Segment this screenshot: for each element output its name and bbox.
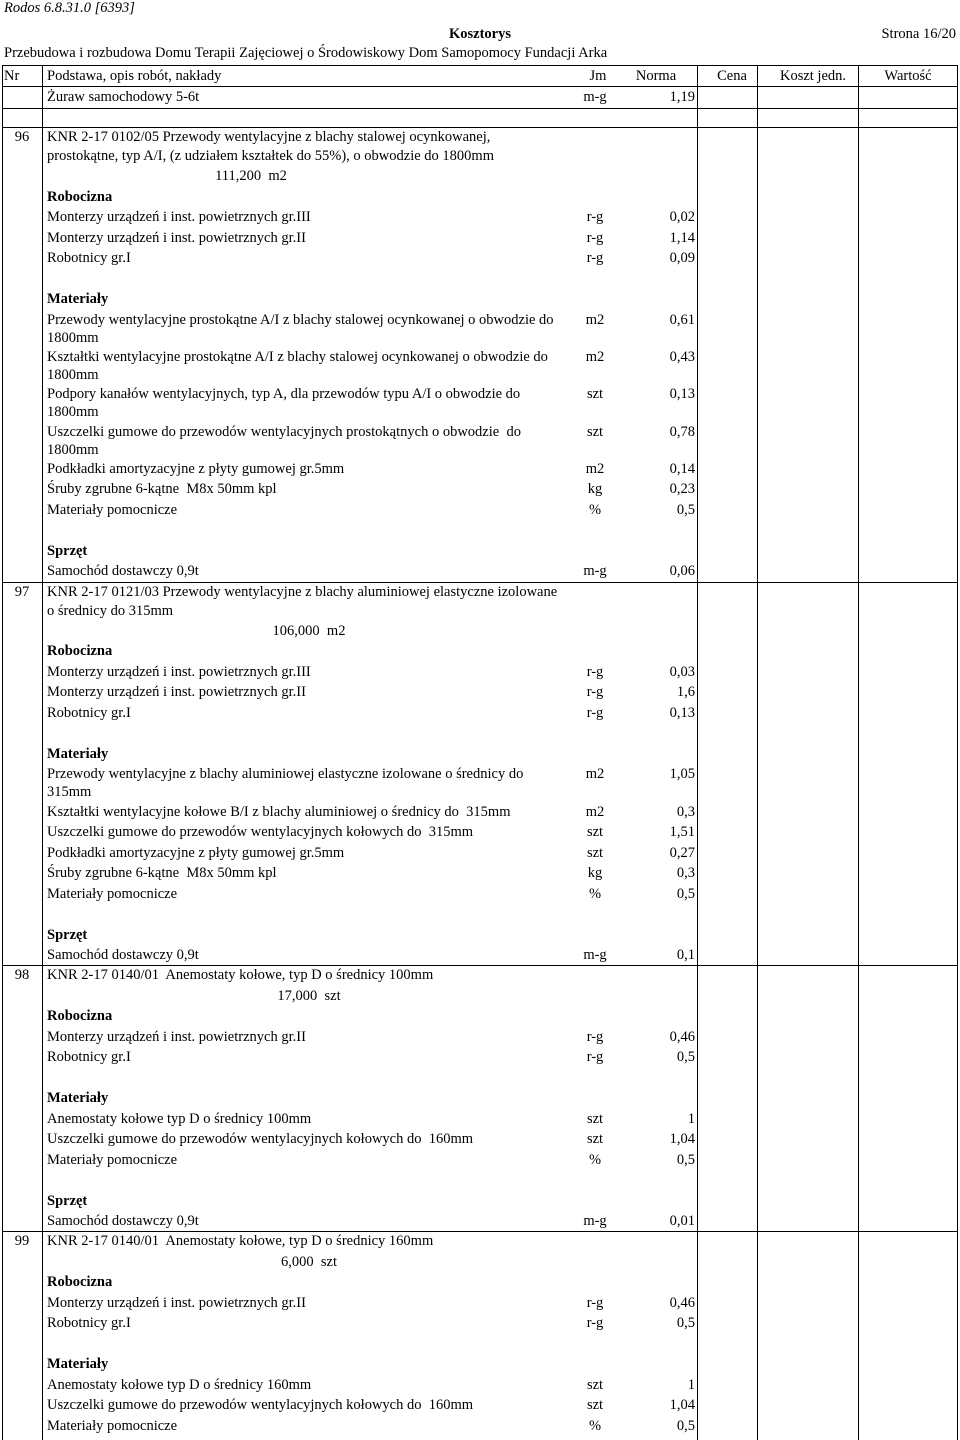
resource-name: Żuraw samochodowy 5-6t: [47, 89, 200, 106]
resource-row: [2, 1047, 958, 1068]
resource-section: [2, 289, 958, 520]
cost-item: [2, 965, 958, 1231]
resource-norm: 0,5: [676, 885, 695, 902]
carryover-block: [2, 87, 958, 109]
resource-row: [2, 1415, 958, 1436]
resource-section: [2, 641, 958, 723]
resource-row: [2, 662, 958, 683]
resource-name: Uszczelki gumowe do przewodów wentylacyjnych kołowych do 160mm: [47, 1397, 474, 1413]
resource-unit: r-g: [586, 663, 604, 680]
resource-unit: r-g: [586, 250, 604, 267]
resource-unit: r-g: [586, 229, 604, 246]
resource-norm: 0,13: [669, 386, 695, 403]
resource-norm: 1,51: [669, 824, 695, 840]
column-header-description: Podstawa, opis robót, nakłady: [47, 68, 222, 84]
resource-row: [2, 384, 958, 421]
resource-name-line: 1800mm: [47, 404, 99, 421]
resource-norm: 0,5: [676, 1049, 695, 1065]
item-description: [42, 966, 578, 985]
resource-norm: 1,14: [669, 229, 695, 246]
resource-norm: 0,02: [669, 209, 695, 226]
item-header: [2, 966, 958, 985]
resource-unit: szt: [586, 423, 604, 440]
item-header: [2, 1232, 958, 1251]
resource-norm: 0,14: [669, 460, 695, 477]
resource-row: [2, 822, 958, 843]
resource-name: Kształtki wentylacyjne kołowe B/I z blachy aluminiowej o średnicy do 315mm: [47, 803, 511, 820]
cost-item: [2, 582, 958, 966]
resource-section: [2, 1006, 958, 1068]
resource-norm: 0,3: [676, 803, 695, 820]
table-header: [2, 65, 958, 87]
resource-unit: szt: [586, 1131, 604, 1147]
resource-name: [47, 765, 578, 801]
resource-unit: r-g: [586, 684, 604, 701]
resource-section: [2, 924, 958, 965]
section-heading: Sprzęt: [47, 1192, 88, 1209]
item-quantity: 111,200 m2: [215, 168, 287, 185]
resource-norm: 1,04: [669, 1131, 695, 1147]
resource-row: [2, 347, 958, 384]
resource-unit: %: [588, 1151, 602, 1168]
resource-unit: %: [588, 1417, 602, 1434]
resource-norm: 0,03: [669, 663, 695, 680]
project-name: Przebudowa i rozbudowa Domu Terapii Zajęciowej o Środowiskowy Dom Samopomocy Fundacji Arka: [4, 45, 608, 61]
resource-name: Robotnicy gr.I: [47, 1049, 131, 1065]
resource-row: [2, 207, 958, 228]
resource-unit: m-g: [583, 89, 607, 106]
table-spacer: [2, 109, 958, 127]
resource-section: [2, 744, 958, 904]
resource-unit: r-g: [586, 1049, 604, 1065]
resource-row: [2, 842, 958, 863]
section-heading: Materiały: [47, 291, 109, 308]
resource-name: Materiały pomocnicze: [47, 1151, 178, 1168]
app-name: Rodos 6.8.31.0 [6393]: [4, 0, 135, 16]
resource-norm: 0,78: [669, 423, 695, 440]
section-heading: Robocizna: [47, 643, 113, 660]
resource-unit: szt: [586, 1376, 604, 1393]
column-header-value: Wartość: [884, 68, 932, 84]
resource-unit: r-g: [586, 209, 604, 226]
item-number: 98: [14, 967, 30, 984]
resource-norm: 1: [687, 1110, 695, 1127]
resource-name: Monterzy urządzeń i inst. powietrznych gr.III: [47, 663, 311, 680]
resource-section: [2, 541, 958, 582]
section-heading: Robocizna: [47, 1274, 113, 1290]
item-number: 99: [14, 1233, 30, 1250]
resource-name: Robotnicy gr.I: [47, 704, 131, 721]
resource-norm: 1,05: [669, 766, 695, 783]
resource-name: Podkładki amortyzacyjne z płyty gumowej gr.5mm: [47, 460, 345, 477]
resource-name: Uszczelki gumowe do przewodów wentylacyjnych kołowych do 315mm: [47, 824, 474, 840]
section-heading: Robocizna: [47, 1008, 113, 1024]
resource-unit: m-g: [583, 1213, 607, 1229]
resource-name: Robotnicy gr.I: [47, 1315, 131, 1331]
cost-items: [2, 127, 958, 1436]
resource-row: [2, 1108, 958, 1129]
resource-norm: 0,13: [669, 704, 695, 721]
resource-norm: 0,01: [669, 1213, 695, 1229]
resource-name: Anemostaty kołowe typ D o średnicy 160mm: [47, 1376, 312, 1393]
resource-row: [2, 561, 958, 582]
cost-item: [2, 127, 958, 582]
resource-unit: m-g: [583, 947, 607, 963]
resource-name: Materiały pomocnicze: [47, 1417, 178, 1434]
resource-row: [2, 703, 958, 724]
resource-section: [2, 1088, 958, 1170]
resource-norm: 0,27: [669, 844, 695, 861]
resource-name: [47, 311, 578, 347]
resource-unit: m2: [585, 311, 605, 328]
resource-row: [2, 863, 958, 884]
resource-row: [2, 1395, 958, 1416]
resource-unit: m-g: [583, 563, 607, 580]
resource-row: [2, 883, 958, 904]
resource-name: Monterzy urządzeń i inst. powietrznych gr.II: [47, 1028, 306, 1045]
section-heading: Materiały: [47, 1090, 109, 1106]
resource-unit: m2: [585, 349, 605, 365]
resource-row: [2, 1313, 958, 1334]
resource-row: [2, 801, 958, 822]
resource-name: Uszczelki gumowe do przewodów wentylacyjnych kołowych do 160mm: [47, 1131, 474, 1147]
resource-norm: 0,46: [669, 1294, 695, 1311]
column-header-norm: Norma: [635, 68, 677, 84]
resource-norm: 0,06: [669, 563, 695, 580]
column-header-unit-cost: Koszt jedn.: [779, 68, 847, 84]
resource-norm: 1: [687, 1376, 695, 1393]
resource-section: [2, 1354, 958, 1436]
section-heading: Materiały: [47, 1356, 109, 1372]
item-description-line: KNR 2-17 0140/01 Anemostaty kołowe, typ D o średnicy 100mm: [47, 967, 434, 984]
resource-norm: 0,5: [676, 1417, 695, 1434]
resource-norm: 0,43: [669, 349, 695, 365]
resource-name: Anemostaty kołowe typ D o średnicy 100mm: [47, 1110, 312, 1127]
resource-norm: 1,19: [669, 89, 695, 106]
resource-name: Monterzy urządzeń i inst. powietrznych gr.III: [47, 209, 311, 226]
resource-unit: r-g: [586, 704, 604, 721]
resource-name: Podkładki amortyzacyjne z płyty gumowej gr.5mm: [47, 844, 345, 861]
resource-unit: szt: [586, 824, 604, 840]
resource-norm: 0,5: [676, 1151, 695, 1168]
resource-name: Śruby zgrubne 6-kątne M8x 50mm kpl: [47, 481, 277, 498]
resource-row: [2, 1374, 958, 1395]
resource-name: Materiały pomocnicze: [47, 501, 178, 518]
column-header-price: Cena: [717, 68, 747, 84]
section-heading: Robocizna: [47, 188, 113, 205]
section-heading: Sprzęt: [47, 926, 88, 943]
item-header: [2, 128, 958, 166]
resource-name: Śruby zgrubne 6-kątne M8x 50mm kpl: [47, 865, 277, 881]
resource-norm: 0,5: [676, 1315, 695, 1331]
resource-name: Samochód dostawczy 0,9t: [47, 1213, 199, 1229]
resource-norm: 0,5: [676, 501, 695, 518]
resource-section: [2, 187, 958, 269]
page-number: Strona 16/20: [881, 26, 956, 42]
column-header-nr: Nr: [4, 68, 20, 84]
resource-name: Monterzy urządzeń i inst. powietrznych gr.II: [47, 684, 306, 701]
resource-unit: szt: [586, 386, 604, 403]
resource-norm: 0,3: [676, 865, 695, 881]
resource-row: [2, 228, 958, 249]
resource-norm: 1,04: [669, 1397, 695, 1413]
resource-row: [2, 87, 958, 108]
resource-name-line: Uszczelki gumowe do przewodów wentylacyjnych prostokątnych o obwodzie do: [47, 423, 521, 440]
resource-name: [47, 348, 578, 384]
resource-row: [2, 310, 958, 347]
item-description-line: o średnicy do 315mm: [47, 602, 174, 619]
item-description-line: KNR 2-17 0102/05 Przewody wentylacyjne z blachy stalowej ocynkowanej,: [47, 129, 491, 145]
resource-name-line: Kształtki wentylacyjne prostokątne A/I z blachy stalowej ocynkowanej o obwodzie do: [47, 349, 548, 365]
resource-unit: kg: [587, 865, 603, 881]
resource-row: [2, 764, 958, 801]
resource-unit: m2: [585, 766, 605, 783]
resource-name-line: 1800mm: [47, 441, 99, 458]
resource-row: [2, 945, 958, 966]
resource-name-line: Przewody wentylacyjne prostokątne A/I z blachy stalowej ocynkowanej o obwodzie do: [47, 311, 554, 328]
resource-name: Robotnicy gr.I: [47, 250, 131, 267]
resource-name: Samochód dostawczy 0,9t: [47, 563, 199, 580]
resource-norm: 0,23: [669, 481, 695, 498]
resource-norm: 0,46: [669, 1028, 695, 1045]
resource-name: Materiały pomocnicze: [47, 885, 178, 902]
resource-unit: szt: [586, 1110, 604, 1127]
resource-name: Monterzy urządzeń i inst. powietrznych gr.II: [47, 229, 306, 246]
table-body: [2, 87, 958, 1436]
resource-section: [2, 1190, 958, 1231]
resource-row: [2, 1211, 958, 1232]
resource-name: Monterzy urządzeń i inst. powietrznych gr.II: [47, 1294, 306, 1311]
resource-name-line: 1800mm: [47, 329, 99, 346]
resource-norm: 0,09: [669, 250, 695, 267]
resource-unit: %: [588, 501, 602, 518]
document-title: Kosztorys: [448, 26, 511, 42]
resource-unit: kg: [587, 481, 603, 498]
resource-norm: 1,6: [676, 684, 695, 701]
resource-norm: 0,1: [676, 947, 695, 963]
resource-name-line: 1800mm: [47, 367, 99, 383]
item-quantity: 17,000 szt: [277, 987, 341, 1004]
resource-section: [2, 1272, 958, 1334]
item-description-line: KNR 2-17 0140/01 Anemostaty kołowe, typ D o średnicy 160mm: [47, 1233, 434, 1250]
resource-row: [2, 459, 958, 480]
resource-name-line: Podpory kanałów wentylacyjnych, typ A, dla przewodów typu A/I o obwodzie do: [47, 386, 521, 403]
resource-unit: szt: [586, 1397, 604, 1413]
resource-unit: m2: [585, 460, 605, 477]
item-quantity: 6,000 szt: [281, 1253, 337, 1270]
resource-name: Samochód dostawczy 0,9t: [47, 947, 199, 963]
resource-row: [2, 682, 958, 703]
item-quantity: 106,000 m2: [272, 622, 346, 639]
resource-unit: m2: [585, 803, 605, 820]
item-description: [42, 583, 578, 621]
resource-row: [2, 1149, 958, 1170]
item-header: [2, 583, 958, 621]
resource-name: [47, 385, 578, 421]
resource-row: [2, 500, 958, 521]
cost-item: [2, 1231, 958, 1436]
item-number: 96: [14, 129, 30, 145]
resource-unit: r-g: [586, 1315, 604, 1331]
resource-row: [2, 421, 958, 458]
resource-unit: szt: [586, 844, 604, 861]
resource-unit: r-g: [586, 1294, 604, 1311]
item-description: [42, 128, 578, 166]
resource-name-line: Przewody wentylacyjne z blachy aluminiowej elastyczne izolowane o średnicy do: [47, 766, 524, 783]
resource-row: [2, 479, 958, 500]
item-description-line: KNR 2-17 0121/03 Przewody wentylacyjne z blachy aluminiowej elastyczne izolowane: [47, 583, 558, 600]
section-heading: Materiały: [47, 745, 109, 762]
item-number: 97: [14, 583, 30, 600]
section-heading: Sprzęt: [47, 542, 88, 559]
resource-row: [2, 248, 958, 269]
resource-unit: r-g: [586, 1028, 604, 1045]
resource-name-line: 315mm: [47, 784, 92, 801]
resource-row: [2, 1292, 958, 1313]
resource-name: [47, 423, 578, 459]
resource-norm: 0,61: [669, 311, 695, 328]
resource-unit: %: [588, 885, 602, 902]
resource-row: [2, 1026, 958, 1047]
item-description: [42, 1232, 578, 1251]
column-header-unit: Jm: [589, 68, 607, 84]
item-description-line: prostokątne, typ A/I, (z udziałem kształtek do 55%), o obwodzie do 1800mm: [47, 148, 494, 164]
resource-row: [2, 1129, 958, 1150]
